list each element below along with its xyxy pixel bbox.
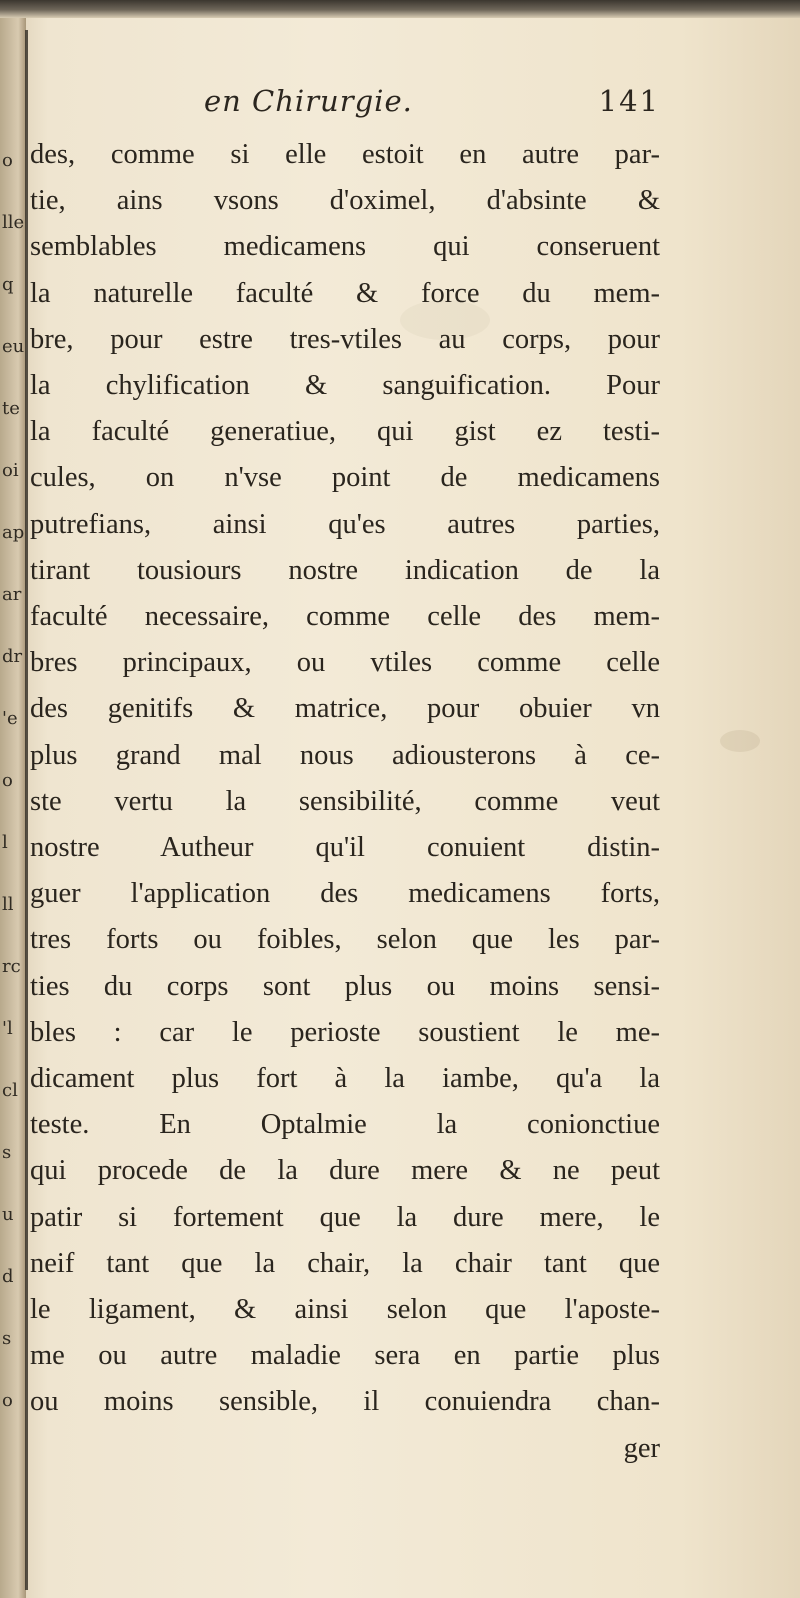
text-line: bre, pour estre tres-vtiles au corps, pour (30, 323, 660, 355)
gutter-fold-line (25, 30, 28, 1590)
facing-page-fragment: l (2, 832, 8, 853)
text-line: la chylification & sanguification. Pour (30, 370, 660, 401)
facing-page-fragment: lle (2, 212, 24, 233)
facing-page-fragment: rc (2, 956, 21, 977)
text-line: tirant tousiours nostre indication de la (30, 554, 660, 586)
facing-page-fragment: o (2, 150, 13, 171)
text-line: tie, ains vsons d'oximel, d'absinte & (30, 185, 660, 217)
facing-page-fragment: te (2, 398, 20, 419)
facing-page-fragment: oi (2, 460, 19, 481)
text-line: patir si fortement que la dure mere, le (30, 1201, 660, 1233)
facing-page-fragment: cl (2, 1080, 18, 1101)
catchword: ger (623, 1432, 660, 1464)
text-line: des, comme si elle estoit en autre par- (30, 139, 660, 170)
text-line: me ou autre maladie sera en partie plus (30, 1340, 660, 1372)
paper-stain (720, 730, 760, 752)
facing-page-fragment: d (2, 1266, 14, 1287)
text-line: tres forts ou foibles, selon que les par- (30, 924, 660, 956)
text-line: la faculté generatiue, qui gist ez testi- (30, 416, 660, 448)
text-line: putrefians, ainsi qu'es autres parties, (30, 508, 660, 540)
page-top-shadow (0, 0, 800, 18)
facing-page-fragment: ar (2, 584, 22, 605)
text-line: ties du corps sont plus ou moins sensi- (30, 970, 660, 1002)
text-line: guer l'application des medicamens forts, (30, 878, 660, 910)
page-number: 141 (598, 84, 660, 118)
text-line: bres principaux, ou vtiles comme celle (30, 647, 660, 679)
text-line: dicament plus fort à la iambe, qu'a la (30, 1063, 660, 1094)
facing-page-fragment: ll (2, 894, 14, 915)
facing-page-fragment: ap (2, 522, 24, 543)
facing-page-fragment: o (2, 1390, 13, 1411)
facing-page-fragment: dr (2, 646, 23, 667)
running-title: en Chirurgie. (204, 84, 413, 118)
text-line: des genitifs & matrice, pour obuier vn (30, 693, 660, 725)
text-line: ste vertu la sensibilité, comme veut (30, 785, 660, 817)
text-line: qui procede de la dure mere & ne peut (30, 1155, 660, 1187)
text-line: semblables medicamens qui conseruent (30, 231, 660, 263)
facing-page-fragment: u (2, 1204, 14, 1225)
facing-page-fragment: o (2, 770, 13, 791)
facing-page-fragment: s (2, 1328, 12, 1349)
text-line: teste. En Optalmie la conionctiue (30, 1109, 660, 1141)
running-head (200, 80, 660, 130)
text-line: cules, on n'vse point de medicamens (30, 462, 660, 494)
facing-page-fragment: 'l (2, 1018, 13, 1039)
text-line: plus grand mal nous adiousterons à ce- (30, 739, 660, 771)
facing-page-fragment: s (2, 1142, 12, 1163)
text-line: le ligament, & ainsi selon que l'aposte- (30, 1294, 660, 1325)
facing-page-fragment: 'e (2, 708, 18, 729)
text-line: ou moins sensible, il conuiendra chan- (30, 1386, 660, 1418)
text-line: la naturelle faculté & force du mem- (30, 277, 660, 309)
text-line: bles : car le perioste soustient le me- (30, 1016, 660, 1048)
facing-page-fragment: q (2, 274, 14, 295)
text-line: faculté necessaire, comme celle des mem- (30, 601, 660, 632)
facing-page-fragment: eu (2, 336, 24, 357)
binding-gutter (0, 18, 26, 1598)
text-line: nostre Autheur qu'il conuient distin- (30, 832, 660, 863)
text-line: neif tant que la chair, la chair tant que (30, 1247, 660, 1279)
